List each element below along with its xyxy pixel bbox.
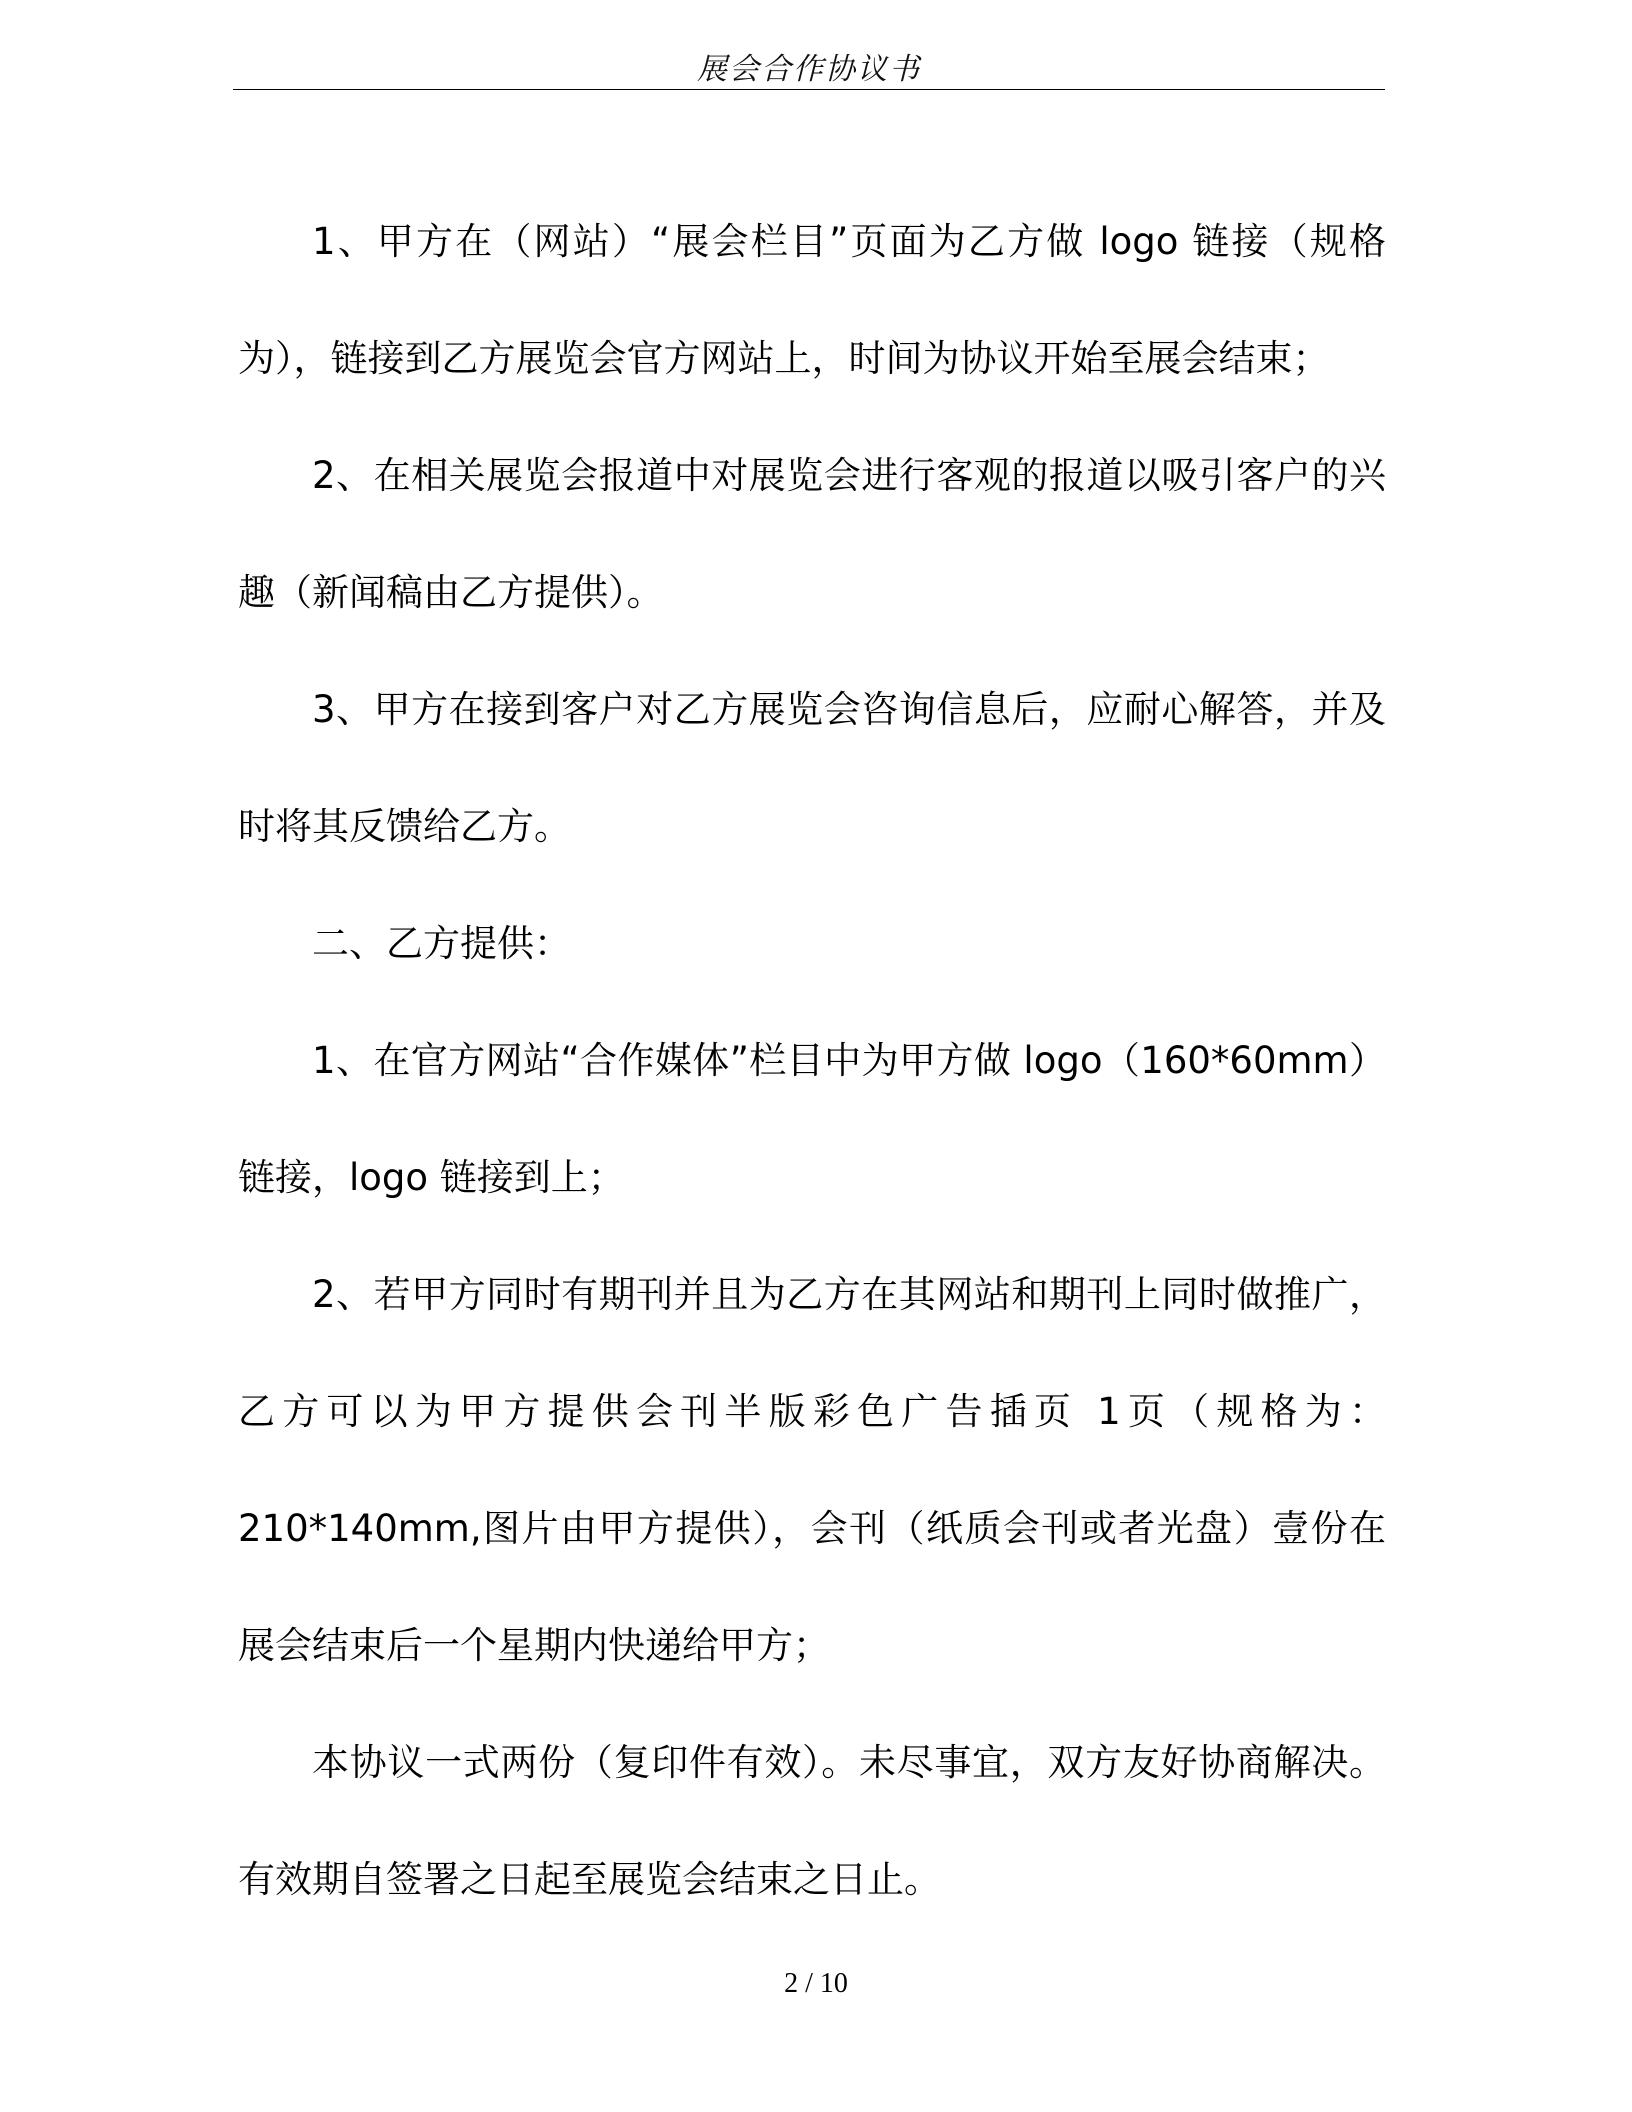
clause-paragraph: 3、甲方在接到客户对乙方展览会咨询信息后，应耐心解答，并及时将其反馈给乙方。 — [238, 688, 1386, 848]
section-heading: 二、乙方提供： — [312, 922, 571, 965]
clause-paragraph: 1、在官方网站“合作媒体”栏目中为甲方做 logo（160*60mm）链接，logo 链接到上； — [238, 1039, 1386, 1199]
document-body — [238, 183, 1386, 1938]
header-divider — [233, 89, 1385, 90]
page-number: 2 / 10 — [784, 1968, 848, 1999]
page-header-title: 展会合作协议书 — [697, 52, 921, 87]
clause-paragraph: 2、在相关展览会报道中对展览会进行客观的报道以吸引客户的兴趣（新闻稿由乙方提供）。 — [238, 454, 1386, 614]
clause-paragraph: 2、若甲方同时有期刊并且为乙方在其网站和期刊上同时做推广，乙方可以为甲方提供会刊半版彩色广告插页 1页（规格为：210*140mm,图片由甲方提供），会刊（纸质会刊或者光盘）壹份在展会结束后一个星期内快递给甲方； — [238, 1273, 1386, 1667]
closing-paragraph: 本协议一式两份（复印件有效）。未尽事宜，双方友好协商解决。有效期自签署之日起至展览会结束之日止。 — [238, 1741, 1386, 1901]
clause-paragraph: 1、甲方在（网站）“展会栏目”页面为乙方做 logo 链接（规格为），链接到乙方展览会官方网站上，时间为协议开始至展会结束； — [238, 220, 1386, 380]
